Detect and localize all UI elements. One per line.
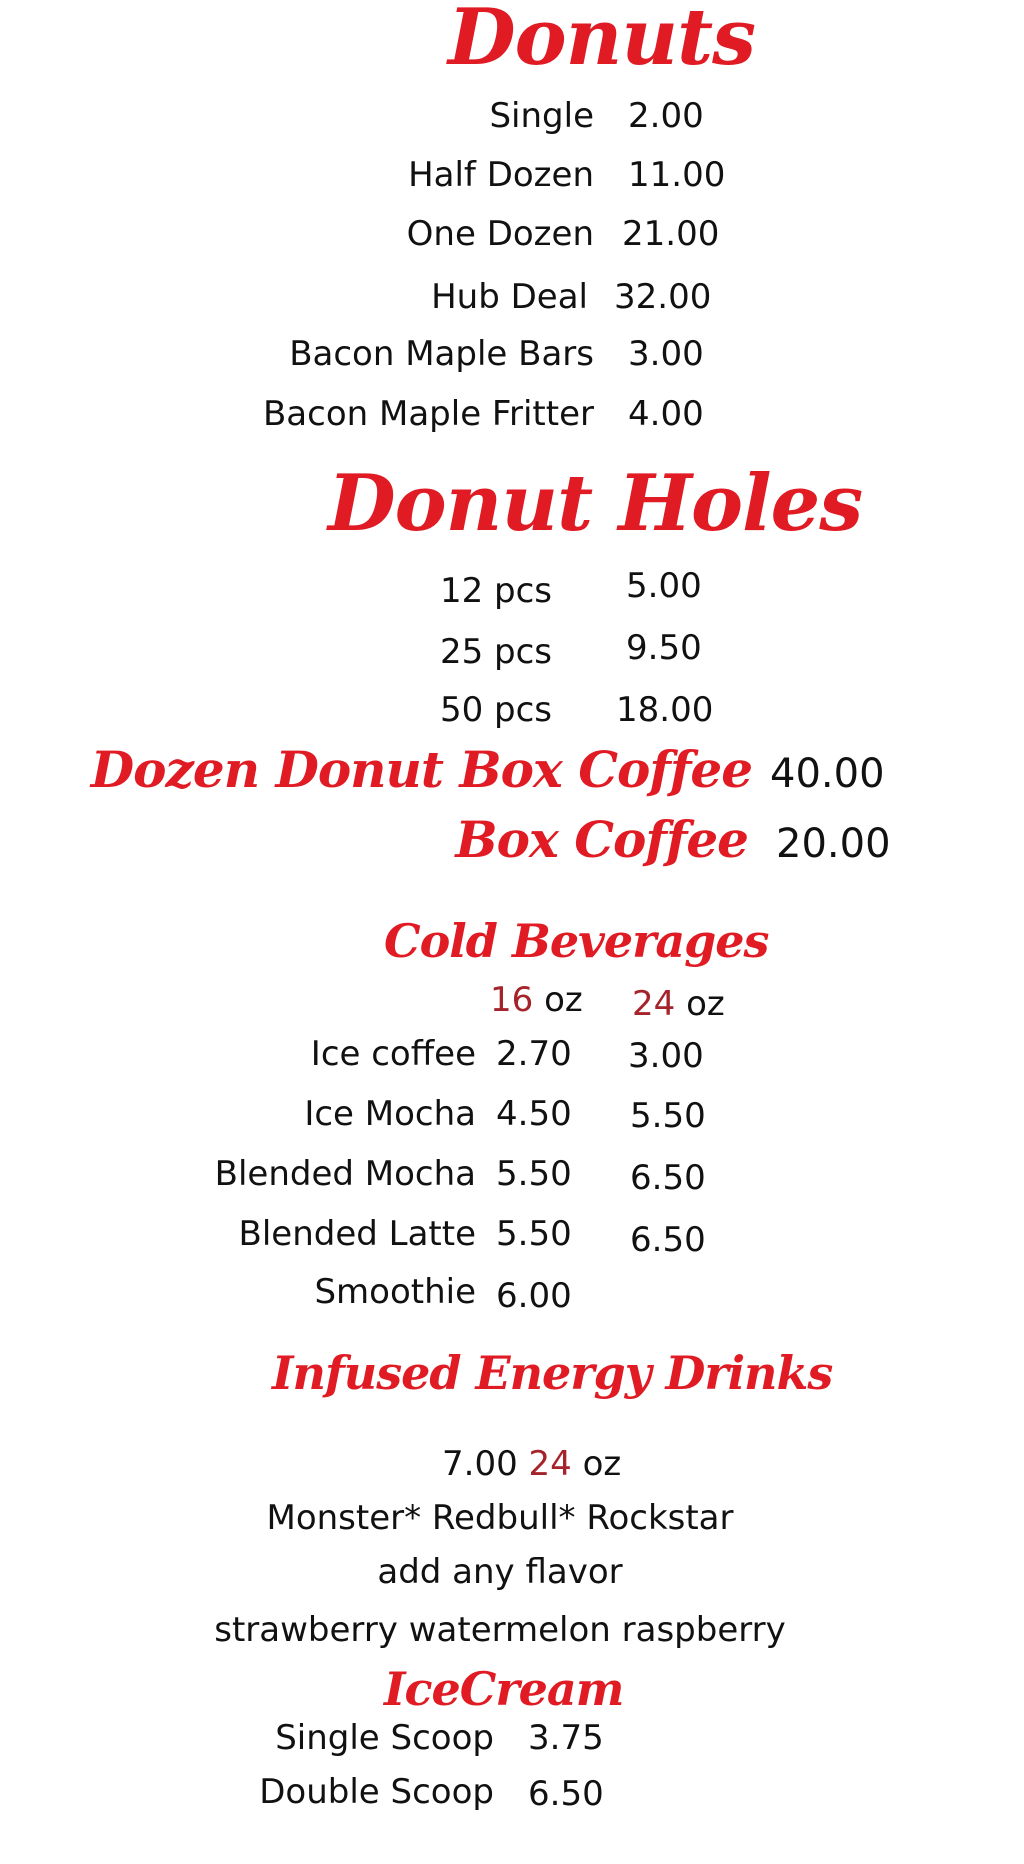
energy-drinks-price-size [442, 1444, 621, 1484]
energy-drinks-flavors: strawberry watermelon raspberry [214, 1610, 786, 1650]
donut-item-one-dozen-label: One Dozen [406, 214, 594, 254]
donut-hole-item-50-price: 18.00 [616, 690, 714, 730]
cold-item-blended-latte-16: 5.50 [496, 1214, 572, 1254]
donut-holes-heading: Donut Holes [328, 458, 863, 549]
size-24-number: 24 [632, 984, 676, 1024]
cold-item-blended-mocha-16: 5.50 [496, 1154, 572, 1194]
ice-cream-heading: IceCream [384, 1662, 624, 1716]
cold-item-ice-coffee-16: 2.70 [496, 1034, 572, 1074]
donuts-heading: Donuts [448, 0, 756, 83]
ice-cream-double-scoop-price: 6.50 [528, 1774, 604, 1814]
cold-item-ice-mocha-16: 4.50 [496, 1094, 572, 1134]
donut-item-bacon-maple-bars-price: 3.00 [628, 334, 704, 374]
dozen-donut-box-coffee-price: 40.00 [770, 751, 885, 797]
donut-item-single-label: Single [489, 96, 594, 136]
donut-hole-item-12-price: 5.00 [626, 566, 702, 606]
cold-item-blended-latte-24: 6.50 [630, 1220, 706, 1260]
size-16-unit: oz [544, 980, 583, 1020]
energy-drinks-price: 7.00 [442, 1444, 518, 1484]
energy-drinks-size-unit: oz [582, 1444, 622, 1484]
donut-item-hub-deal-price: 32.00 [614, 277, 712, 317]
cold-item-ice-coffee-24: 3.00 [628, 1036, 704, 1076]
ice-cream-double-scoop-label: Double Scoop [259, 1772, 494, 1812]
cold-item-blended-mocha-label: Blended Mocha [214, 1154, 476, 1194]
size-24-oz-header [632, 984, 725, 1024]
cold-beverages-heading: Cold Beverages [384, 914, 769, 968]
donut-item-half-dozen-label: Half Dozen [408, 155, 594, 195]
donut-hole-item-25-price: 9.50 [626, 628, 702, 668]
box-coffee-price: 20.00 [776, 821, 891, 867]
size-24-unit: oz [686, 984, 725, 1024]
energy-drinks-heading: Infused Energy Drinks [272, 1346, 833, 1400]
donut-item-one-dozen-price: 21.00 [622, 214, 720, 254]
size-16-oz-header [490, 980, 583, 1020]
energy-drinks-brands: Monster* Redbull* Rockstar [266, 1498, 734, 1538]
donut-item-hub-deal-label: Hub Deal [431, 277, 588, 317]
donut-item-single-price: 2.00 [628, 96, 704, 136]
donut-hole-item-25-label: 25 pcs [439, 632, 552, 672]
energy-drinks-flavor-note: add any flavor [377, 1552, 623, 1592]
donut-hole-item-12-label: 12 pcs [439, 571, 552, 611]
size-16-number: 16 [490, 980, 534, 1020]
dozen-donut-box-coffee-label: Dozen Donut Box Coffee [90, 740, 752, 799]
donut-item-bacon-maple-fritter-price: 4.00 [628, 394, 704, 434]
cold-item-smoothie-16: 6.00 [496, 1276, 572, 1316]
cold-item-blended-latte-label: Blended Latte [238, 1214, 476, 1254]
cold-item-blended-mocha-24: 6.50 [630, 1158, 706, 1198]
donut-item-bacon-maple-fritter-label: Bacon Maple Fritter [262, 394, 594, 434]
donut-item-half-dozen-price: 11.00 [628, 155, 726, 195]
donut-hole-item-50-label: 50 pcs [439, 690, 552, 730]
energy-drinks-size-number: 24 [528, 1444, 572, 1484]
cold-item-ice-mocha-label: Ice Mocha [304, 1094, 476, 1134]
cold-item-ice-mocha-24: 5.50 [630, 1096, 706, 1136]
box-coffee-label: Box Coffee [455, 810, 748, 869]
donut-item-bacon-maple-bars-label: Bacon Maple Bars [289, 334, 594, 374]
ice-cream-single-scoop-price: 3.75 [528, 1718, 604, 1758]
cold-item-smoothie-label: Smoothie [314, 1272, 476, 1312]
cold-item-ice-coffee-label: Ice coffee [310, 1034, 476, 1074]
ice-cream-single-scoop-label: Single Scoop [275, 1718, 494, 1758]
